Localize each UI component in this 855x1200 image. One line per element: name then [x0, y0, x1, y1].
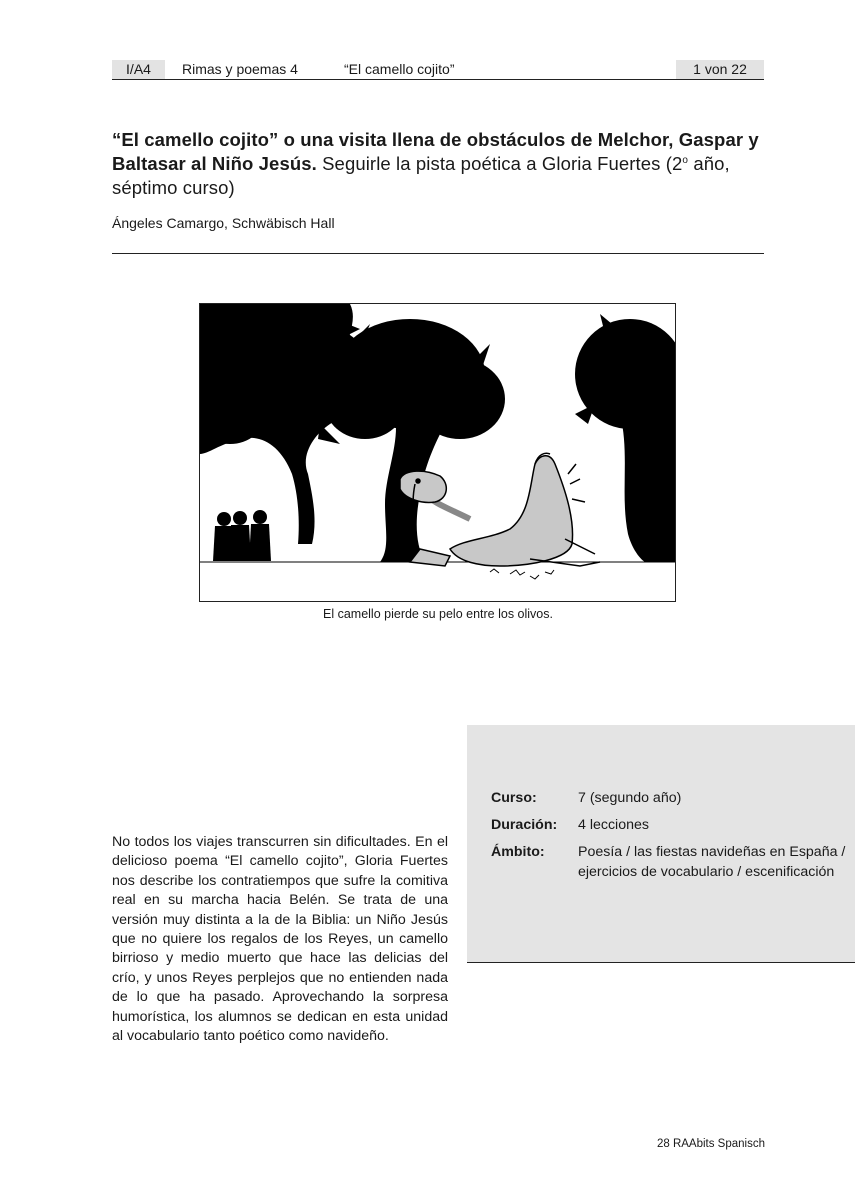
- page-header: [112, 60, 764, 80]
- title-subtitle-end: año, séptimo curso): [112, 153, 730, 198]
- title-bold: “El camello cojito” o una visita llena de obstáculos de Melchor, Gaspar y Baltasar al Niño Jesús.: [112, 129, 759, 174]
- document-title: [112, 128, 767, 200]
- info-box: [467, 725, 855, 963]
- info-label: Duración:: [491, 817, 558, 833]
- olive-tree-right: [575, 314, 675, 562]
- olive-tree-middle: [325, 319, 505, 562]
- author-line: Ángeles Camargo, Schwäbisch Hall: [112, 215, 335, 231]
- info-value: Poesía / las fiestas navideñas en España / ejercicios de vocabulario / escenificación: [578, 844, 846, 880]
- unit-title: “El camello cojito”: [344, 61, 455, 77]
- title-superscript: o: [682, 154, 689, 166]
- info-value: 7 (segundo año): [578, 790, 682, 806]
- page-number: 1 von 22: [676, 60, 764, 79]
- info-label: Curso:: [491, 790, 537, 806]
- intro-paragraph: No todos los viajes transcurren sin dificultades. En el delicioso poema “El camello cojito”, Gloria Fuertes nos describe los contratiempos que sufre la comitiva real en su marcha hacia Belén. Se trata de una versión muy distinta a la de la Biblia: un Niño Jesús que no quiere los regalos de los Reyes, un camello birrioso y medio muerto que hace las delicias del crío, y unos Reyes perplejos que no entienden nada de lo que ha pasado. Aprovechando la sorpresa humorística, los alumnos se dedican en esta unidad al vocabulario tanto poético como navideño.: [112, 834, 448, 1045]
- illustration: [199, 303, 676, 602]
- series-name: Rimas y poemas 4: [182, 61, 298, 77]
- falling-hair: [490, 569, 554, 579]
- info-value: 4 lecciones: [578, 817, 649, 833]
- figure-caption: El camello pierde su pelo entre los olivos.: [323, 607, 553, 621]
- camel: [400, 453, 600, 566]
- divider: [112, 253, 764, 254]
- footer-publication: 28 RAAbits Spanisch: [656, 1138, 765, 1150]
- title-subtitle: Seguirle la pista poética a Gloria Fuertes (2: [316, 153, 683, 174]
- three-kings: [213, 510, 271, 561]
- info-label: Ámbito:: [491, 844, 545, 860]
- unit-code: I/A4: [112, 60, 165, 79]
